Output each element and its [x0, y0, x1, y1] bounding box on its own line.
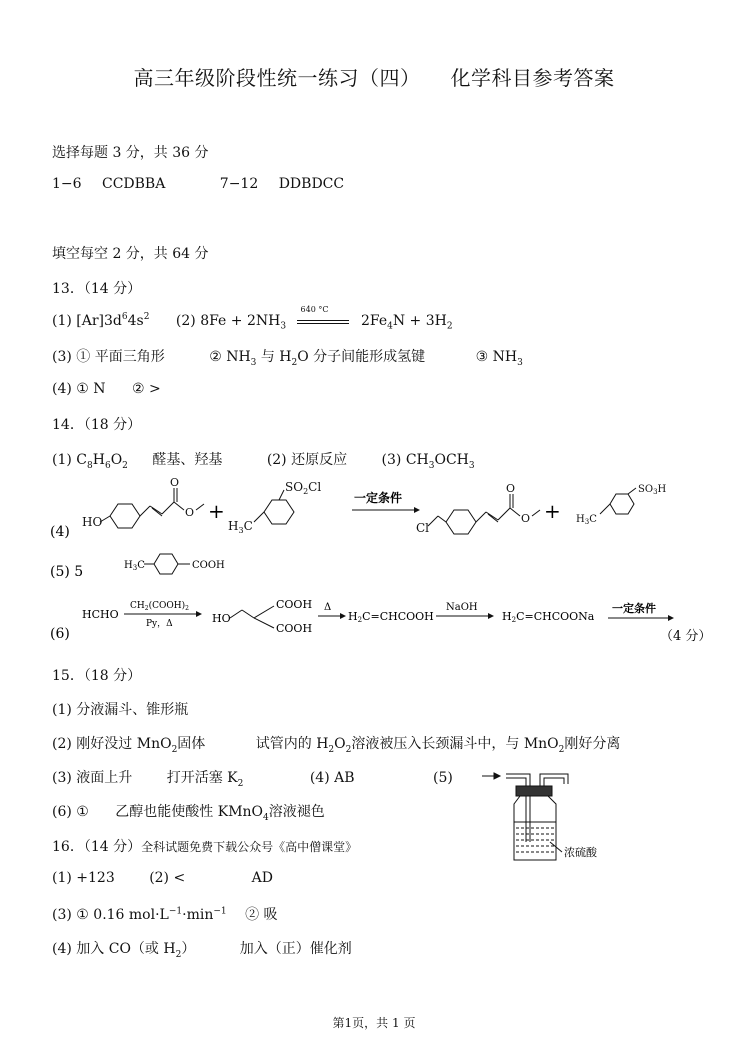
q13-electron-config: (1) [Ar]3d: [52, 312, 122, 329]
q14-4-label: (4): [50, 524, 70, 540]
q14-formula: (1) C: [52, 452, 87, 468]
q14-5-structure: [48, 550, 308, 584]
q16-header: 16．（14 分）: [52, 839, 142, 855]
plus-sign: +: [544, 499, 561, 523]
choice-header: 选择每题 3 分，共 36 分: [52, 145, 209, 161]
sub: 4: [387, 321, 393, 332]
naoh-label: NaOH: [446, 602, 478, 613]
q13-3-2: ② NH: [209, 349, 251, 365]
sub: 2: [291, 357, 298, 368]
sub: 3: [280, 321, 287, 332]
plus-sign: +: [208, 499, 225, 523]
reaction-arrow: [352, 490, 420, 513]
q15-line-1: (1) 分液漏斗、锥形瓶: [52, 702, 189, 718]
sub: 2: [175, 949, 182, 960]
q13-product: 2Fe: [360, 312, 388, 329]
q14-3b: OCH: [434, 452, 469, 468]
arrow-condition: 一定条件: [612, 602, 656, 615]
sup: −1: [213, 906, 227, 917]
delta-label: Δ: [324, 602, 332, 613]
fill-header: 填空每空 2 分，共 64 分: [52, 246, 209, 262]
title-part1: 高三年级阶段性统一练习（四）: [133, 66, 421, 90]
q13-electron-config-b: 4s: [127, 312, 144, 329]
reagent-bottom: Py，Δ: [146, 619, 173, 629]
q15-2a: (2) 刚好没过 MnO: [52, 736, 172, 752]
q14-line-1: [52, 449, 475, 471]
q15-3b: 打开活塞 K: [166, 770, 238, 786]
q13-product-b: N + 3H: [392, 312, 447, 329]
q13-header: 13．（14 分）: [52, 281, 142, 297]
q15-4: (4) AB: [309, 770, 355, 786]
q15-header: 15．（18 分）: [52, 668, 142, 684]
q16-1: (1) +123: [52, 870, 115, 886]
h3c-label: $H_3C$: [228, 519, 253, 535]
q13-equation-left: (2) 8Fe + 2NH: [175, 312, 281, 329]
choice-answers: [52, 176, 344, 192]
q16-3-1b: ·min: [182, 907, 214, 923]
q13-4-2: ② >: [132, 381, 161, 397]
reaction-arrow: [297, 304, 351, 328]
q14-4-reaction-scheme: [48, 474, 698, 546]
sub: 4: [263, 812, 269, 823]
q16-4-2: 加入（正）催化剂: [239, 941, 352, 957]
q16-4-1: (4) 加入 CO（或 H: [52, 941, 176, 957]
so2cl-label: $SO_2Cl$: [285, 480, 322, 496]
sub: 2: [171, 744, 178, 755]
arrow-condition: 一定条件: [354, 491, 403, 505]
q15-2b-mid: 溶液被压入长颈漏斗中，与 MnO: [351, 736, 559, 752]
q13-3-1: (3) ① 平面三角形: [52, 349, 165, 365]
sub: 2: [328, 744, 335, 755]
q14-formula-c: O: [110, 452, 123, 468]
so3h-label: $SO_3H$: [638, 484, 667, 496]
q14-6-label: (6): [50, 626, 70, 642]
q15-2a-end: 固体: [177, 736, 206, 752]
q14-header: 14．（18 分）: [52, 417, 142, 433]
sub: 3: [517, 357, 523, 368]
q14-reaction-type: (2) 还原反应: [266, 452, 348, 468]
cooh-label: COOH: [276, 598, 313, 611]
q13-4-1: (4) ① N: [52, 381, 106, 397]
title-part2: 化学科目参考答案: [450, 66, 615, 90]
q15-line-4: [52, 801, 325, 823]
q13-line-2: [52, 346, 523, 368]
ho-label: HO: [82, 515, 103, 529]
q13-3-3: ③ NH: [475, 349, 518, 365]
o-label: O: [185, 506, 195, 519]
choice-answers-1: CCDBBA: [102, 176, 166, 192]
q14-6-score: （4 分）: [660, 629, 712, 644]
sub: 8: [87, 460, 93, 471]
ho-label: HO: [212, 612, 231, 625]
o-label: O: [170, 476, 180, 489]
q13-3-2b: 与 H: [260, 349, 292, 365]
q15-2b-end: 刚好分离: [564, 736, 621, 752]
gas-washing-bottle-diagram: [474, 764, 614, 864]
q15-line-3: [52, 767, 453, 789]
bottle-label: 浓硫酸: [564, 846, 597, 859]
q13-line-1: [52, 304, 453, 332]
q16-3-2: ② 吸: [245, 907, 278, 923]
reactant-ester-structure: [82, 476, 204, 529]
q16-4-1-end: ）: [181, 941, 196, 957]
sub: 3: [468, 460, 475, 471]
choice-range-2: 7−12: [219, 176, 259, 192]
sub: 2: [558, 744, 565, 755]
q15-3a: (3) 液面上升: [52, 770, 133, 786]
q15-6: (6) ①: [52, 804, 89, 820]
q16-header-line: [52, 836, 357, 856]
q14-functional-groups: 醛基、羟基: [152, 452, 223, 468]
h3c-label: $H_3C$: [124, 560, 145, 572]
cl-label: Cl: [416, 521, 430, 535]
choice-answers-2: DDBDCC: [278, 176, 345, 192]
q14-6-synthesis-route: [48, 590, 718, 646]
q14-formula-b: H: [92, 452, 105, 468]
sub: 2: [122, 460, 128, 471]
product-chloride-structure: [416, 482, 540, 535]
sub: 3: [250, 357, 257, 368]
q16-2-ans: AD: [251, 870, 273, 886]
q13-3-2c: O 分子间能形成氢键: [297, 349, 426, 365]
q16-2: (2) <: [149, 870, 186, 886]
choice-range-1: 1−6: [52, 176, 82, 192]
q14-3: (3) CH: [381, 452, 429, 468]
reagent-top: $CH_2(COOH)_2$: [130, 601, 189, 612]
acrylic-acid-label: H2C=CHCOOH: [348, 610, 434, 624]
q15-5: (5): [432, 770, 453, 786]
q16-line-3: [52, 938, 352, 960]
reaction-condition: 640 °C: [300, 304, 329, 314]
sub: 2: [345, 744, 352, 755]
page-footer: 第1页，共 1 页: [332, 1016, 416, 1030]
q16-line-2: [52, 904, 278, 924]
q15-2b-o: O: [334, 736, 346, 752]
q15-line-2: [52, 733, 620, 755]
q15-2b: 试管内的 H: [255, 736, 329, 752]
sub: 6: [104, 460, 111, 471]
hcho-label: HCHO: [82, 608, 119, 621]
q14-5-label: (5) 5: [50, 564, 84, 580]
sub: 2: [237, 778, 244, 789]
tosyl-chloride-structure: [228, 480, 321, 535]
o-label: O: [506, 482, 516, 495]
sub: 3: [428, 460, 435, 471]
sodium-acrylate-label: H2C=CHCOONa: [502, 610, 595, 624]
q16-line-1: [52, 870, 273, 886]
q16-3-1: (3) ① 0.16 mol·L: [52, 907, 169, 923]
sup: 2: [143, 312, 150, 322]
q15-6-end: 溶液褪色: [268, 804, 325, 820]
cooh-label: COOH: [276, 622, 313, 635]
q16-header-note: 全科试题免费下载公众号《高中僧课堂》: [141, 840, 358, 854]
q13-line-3: [52, 381, 161, 397]
o-label: O: [521, 512, 531, 525]
sup: 6: [121, 312, 128, 322]
sub: 2: [446, 321, 453, 332]
h3c-label: $H_3C$: [576, 514, 597, 526]
tosic-acid-structure: [576, 484, 667, 526]
cooh-label: COOH: [192, 560, 225, 571]
sup: −1: [168, 906, 183, 917]
page-title: [0, 62, 748, 91]
q15-6-text: 乙醇也能使酸性 KMnO: [115, 804, 264, 820]
